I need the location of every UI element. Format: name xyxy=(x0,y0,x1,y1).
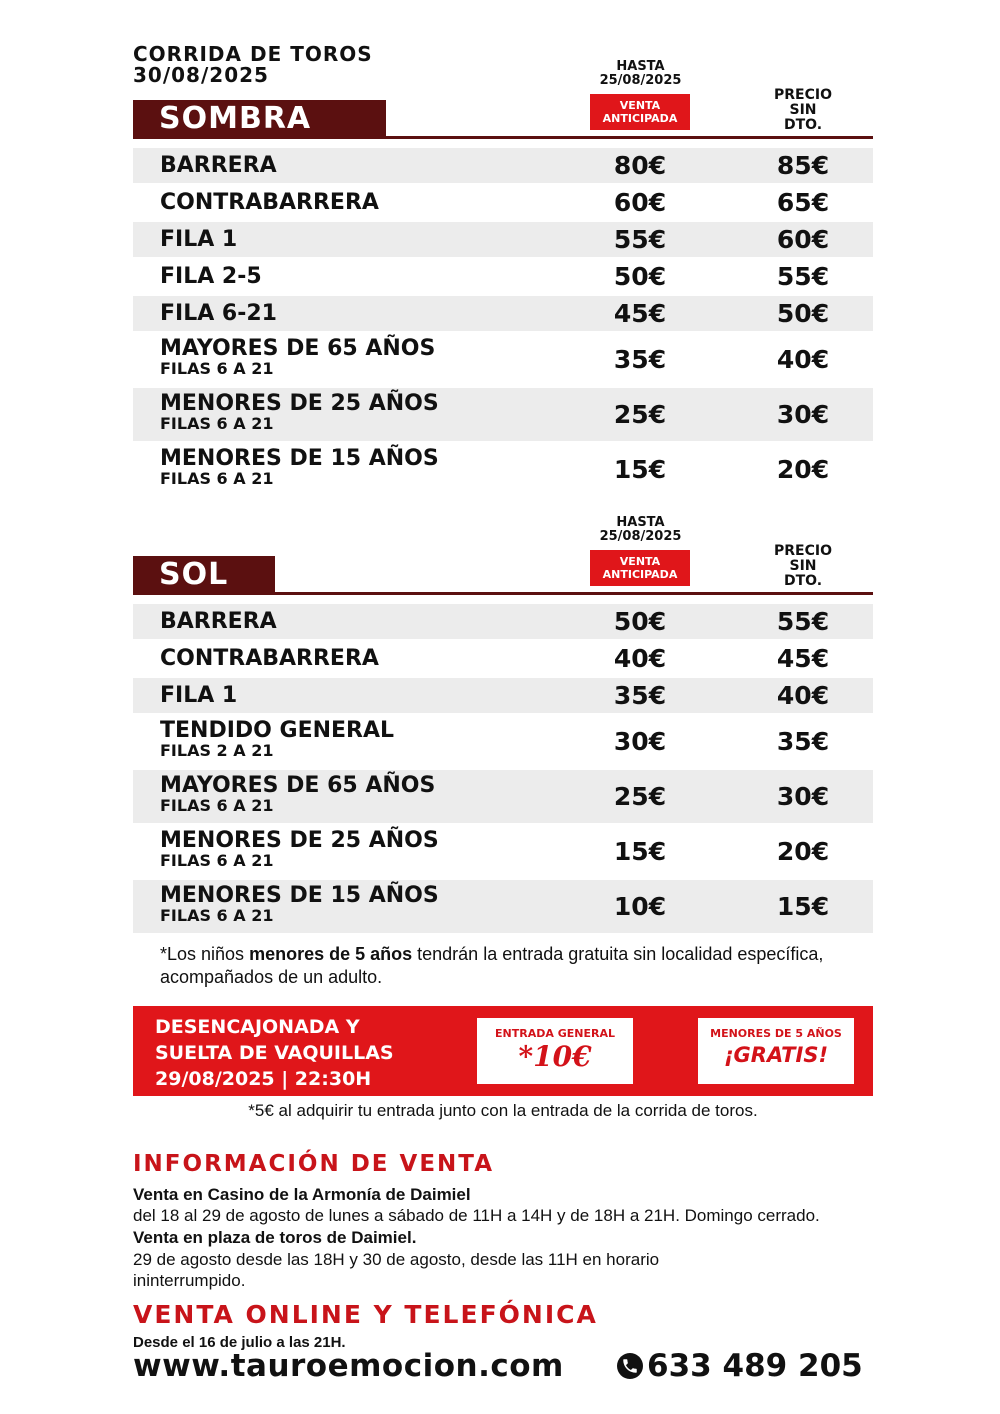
price-anticipada: 40€ xyxy=(613,644,667,673)
price-row xyxy=(133,148,873,183)
venta-anticipada-badge: VENTA ANTICIPADA xyxy=(590,550,690,586)
price-sin-dto: 65€ xyxy=(776,188,830,217)
price-sin-dto: 30€ xyxy=(776,400,830,429)
price-sin-dto: 45€ xyxy=(776,644,830,673)
event-date: 30/08/2025 xyxy=(133,63,269,87)
price-row xyxy=(133,678,873,713)
vaquillas-text: DESENCAJONADA Y SUELTA DE VAQUILLAS 29/08/2025 | 22:30H xyxy=(155,1016,394,1090)
online-title: VENTA ONLINE Y TELEFÓNICA xyxy=(133,1300,598,1329)
sombra-title: SOMBRA xyxy=(133,100,386,138)
sombra-section xyxy=(133,58,873,498)
price-anticipada: 55€ xyxy=(613,225,667,254)
precio-sin-dto-header: PRECIO SIN DTO. xyxy=(774,87,832,133)
section-divider xyxy=(133,592,873,595)
row-label: MENORES DE 15 AÑOS xyxy=(160,883,439,908)
row-label: CONTRABARRERA xyxy=(160,646,379,671)
phone-icon xyxy=(617,1353,643,1379)
hasta-header: HASTA 25/08/2025 xyxy=(599,59,682,88)
price-sin-dto: 60€ xyxy=(776,225,830,254)
price-anticipada: 25€ xyxy=(613,400,667,429)
row-label: MAYORES DE 65 AÑOS xyxy=(160,336,436,361)
entrada-general-box: ENTRADA GENERAL *10€ xyxy=(477,1018,633,1084)
info-title: INFORMACIÓN DE VENTA xyxy=(133,1151,494,1177)
section-divider xyxy=(133,136,873,139)
casino-title: Venta en Casino de la Armonía de Daimiel xyxy=(133,1185,471,1204)
price-anticipada: 30€ xyxy=(613,727,667,756)
price-row xyxy=(133,880,873,933)
price-anticipada: 50€ xyxy=(613,607,667,636)
row-sublabel: FILAS 6 A 21 xyxy=(160,906,274,925)
price-anticipada: 25€ xyxy=(613,782,667,811)
price-anticipada: 45€ xyxy=(613,299,667,328)
website-link[interactable]: www.tauroemocion.com xyxy=(133,1348,564,1384)
price-row xyxy=(133,388,873,441)
row-sublabel: FILAS 6 A 21 xyxy=(160,469,274,488)
row-label: TENDIDO GENERAL xyxy=(160,718,395,743)
price-sin-dto: 55€ xyxy=(776,607,830,636)
row-label: MENORES DE 15 AÑOS xyxy=(160,446,439,471)
vaquillas-footnote: *5€ al adquirir tu entrada junto con la entrada de la corrida de toros. xyxy=(248,1101,758,1120)
price-sin-dto: 20€ xyxy=(776,837,830,866)
price-sin-dto: 20€ xyxy=(776,455,830,484)
row-sublabel: FILAS 6 A 21 xyxy=(160,851,274,870)
price-row xyxy=(133,259,873,294)
price-row xyxy=(133,222,873,257)
row-label: MAYORES DE 65 AÑOS xyxy=(160,773,436,798)
price-row xyxy=(133,715,873,768)
price-anticipada: 15€ xyxy=(613,455,667,484)
price-anticipada: 35€ xyxy=(613,345,667,374)
row-label: MENORES DE 25 AÑOS xyxy=(160,391,439,416)
row-label: BARRERA xyxy=(160,609,277,634)
sol-title: SOL xyxy=(133,556,275,594)
row-label: FILA 1 xyxy=(160,683,238,708)
price-anticipada: 80€ xyxy=(613,151,667,180)
vaquillas-banner xyxy=(133,1006,873,1096)
row-sublabel: FILAS 6 A 21 xyxy=(160,414,274,433)
casino-text: del 18 al 29 de agosto de lunes a sábado de 11H a 14H y de 18H a 21H. Domingo cerrado. xyxy=(133,1206,820,1225)
phone-number[interactable]: 633 489 205 xyxy=(617,1348,863,1384)
price-sin-dto: 40€ xyxy=(776,681,830,710)
price-row xyxy=(133,333,873,386)
price-sin-dto: 55€ xyxy=(776,262,830,291)
row-sublabel: FILAS 6 A 21 xyxy=(160,359,274,378)
plaza-text-1: 29 de agosto desde las 18H y 30 de agosto, desde las 11H en horario xyxy=(133,1250,660,1269)
row-sublabel: FILAS 6 A 21 xyxy=(160,796,274,815)
price-anticipada: 50€ xyxy=(613,262,667,291)
event-title-line1: CORRIDA DE TOROS xyxy=(133,42,373,66)
price-row xyxy=(133,604,873,639)
sol-section xyxy=(133,514,873,944)
row-label: FILA 1 xyxy=(160,227,238,252)
price-row xyxy=(133,641,873,676)
row-label: CONTRABARRERA xyxy=(160,190,379,215)
price-anticipada: 10€ xyxy=(613,892,667,921)
price-row xyxy=(133,296,873,331)
price-sin-dto: 50€ xyxy=(776,299,830,328)
row-label: FILA 6-21 xyxy=(160,301,277,326)
price-sin-dto: 35€ xyxy=(776,727,830,756)
price-anticipada: 15€ xyxy=(613,837,667,866)
row-label: BARRERA xyxy=(160,153,277,178)
row-label: MENORES DE 25 AÑOS xyxy=(160,828,439,853)
price-row xyxy=(133,443,873,496)
menores-gratis-box: MENORES DE 5 AÑOS ¡GRATIS! xyxy=(698,1018,854,1084)
children-note: *Los niños menores de 5 años tendrán la entrada gratuita sin localidad específica, acompañados de un adulto. xyxy=(160,944,824,987)
plaza-title: Venta en plaza de toros de Daimiel. xyxy=(133,1228,417,1247)
price-sin-dto: 40€ xyxy=(776,345,830,374)
row-sublabel: FILAS 2 A 21 xyxy=(160,741,274,760)
price-row xyxy=(133,770,873,823)
price-anticipada: 35€ xyxy=(613,681,667,710)
plaza-text-2: ininterrumpido. xyxy=(133,1271,246,1290)
price-anticipada: 60€ xyxy=(613,188,667,217)
hasta-header: HASTA 25/08/2025 xyxy=(599,515,682,544)
price-sin-dto: 85€ xyxy=(776,151,830,180)
venta-anticipada-badge: VENTA ANTICIPADA xyxy=(590,94,690,130)
price-sin-dto: 15€ xyxy=(776,892,830,921)
row-label: FILA 2-5 xyxy=(160,264,262,289)
price-sin-dto: 30€ xyxy=(776,782,830,811)
price-row xyxy=(133,185,873,220)
precio-sin-dto-header: PRECIO SIN DTO. xyxy=(774,543,832,589)
price-row xyxy=(133,825,873,878)
online-since: Desde el 16 de julio a las 21H. xyxy=(133,1334,346,1351)
